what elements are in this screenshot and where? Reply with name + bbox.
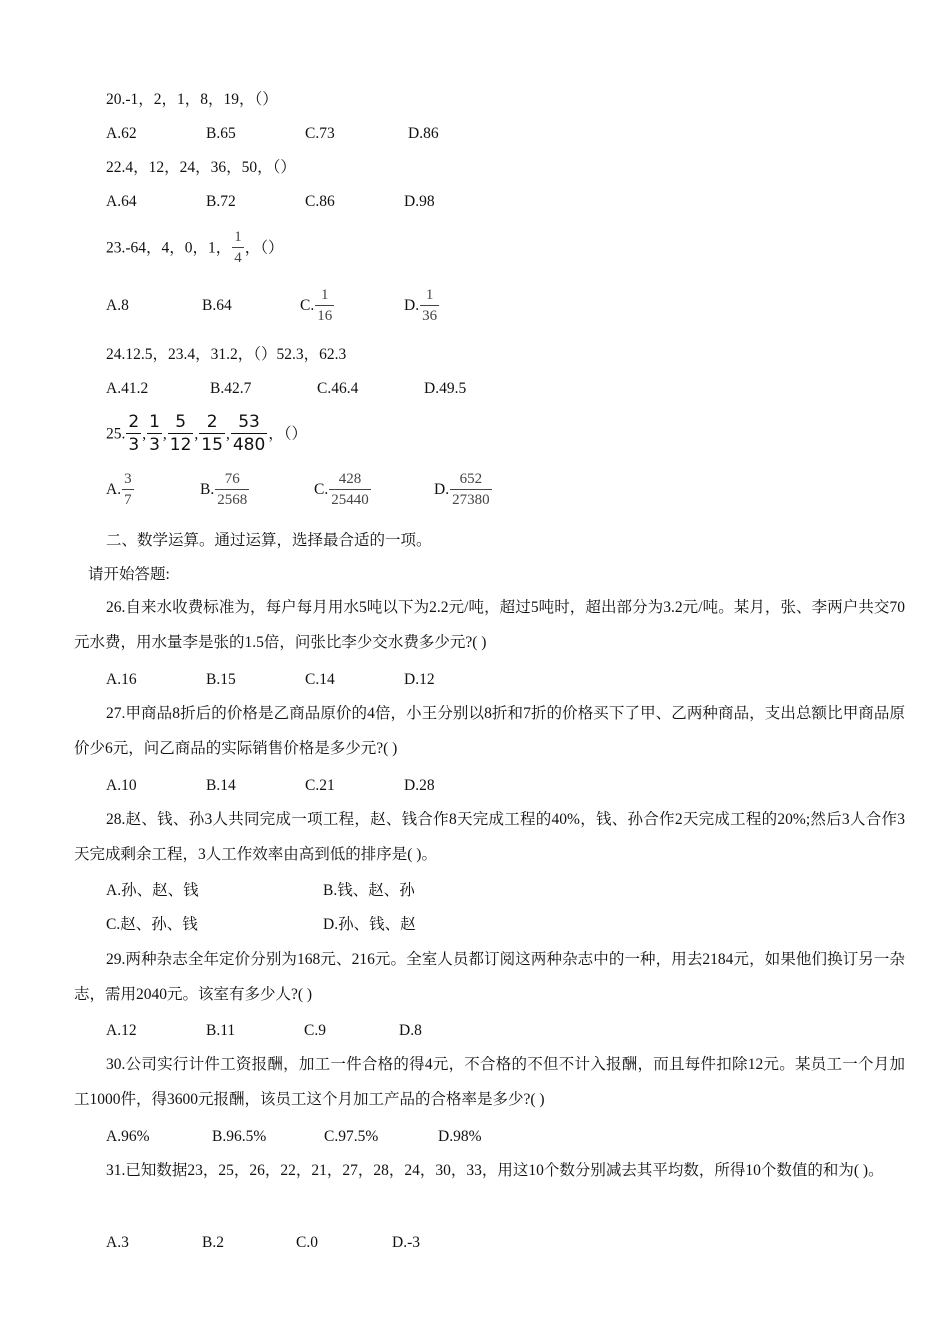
question-23-options	[106, 288, 526, 332]
fraction	[315, 288, 334, 324]
question-23-prefix: 23.-64，4，0，1，	[106, 239, 232, 257]
option-d[interactable]: D.98%	[438, 1128, 482, 1145]
question-28-options-row2	[106, 915, 526, 937]
option-b[interactable]: B.65	[206, 125, 236, 142]
question-30-options	[106, 1127, 566, 1149]
question-25-suffix: ，（）	[268, 425, 308, 443]
option-b[interactable]: B.96.5%	[212, 1128, 267, 1145]
fraction-denominator: 15	[201, 435, 223, 456]
option-d[interactable]: D.孙、钱、赵	[323, 916, 416, 933]
fraction-numerator: 428	[338, 471, 362, 487]
option-c[interactable]	[314, 472, 372, 508]
option-a[interactable]: A.8	[106, 297, 129, 314]
fraction-numerator: 1	[234, 229, 242, 246]
question-26-options	[106, 670, 526, 692]
start-prompt: 请开始答题:	[88, 566, 170, 583]
option-d-label: D.	[404, 297, 420, 314]
option-b[interactable]: B.15	[206, 671, 236, 688]
fraction-denominator: 25440	[329, 489, 371, 508]
fraction	[231, 414, 267, 454]
option-d[interactable]: D.49.5	[424, 380, 467, 397]
option-d[interactable]: D.12	[404, 671, 435, 688]
option-c-label: C.	[314, 481, 329, 498]
option-a-label: A.	[106, 481, 122, 498]
question-25-options	[106, 472, 526, 518]
fraction	[126, 414, 141, 454]
fraction-numerator: 5	[175, 412, 187, 433]
fraction	[168, 414, 194, 454]
fraction-denominator: 27380	[450, 489, 492, 508]
option-a[interactable]: A.12	[106, 1022, 137, 1039]
option-d-label: D.	[434, 481, 450, 498]
option-b[interactable]	[200, 472, 250, 508]
question-24-options	[106, 379, 526, 401]
question-20-options	[106, 124, 506, 146]
fraction	[199, 414, 225, 454]
fraction-numerator: 2	[206, 412, 218, 433]
option-d[interactable]: D.28	[404, 777, 435, 794]
fraction	[232, 230, 244, 266]
option-b[interactable]: B.2	[202, 1234, 224, 1251]
option-b[interactable]: B.42.7	[210, 380, 252, 397]
question-25-prefix: 25.	[106, 425, 126, 443]
question-23-suffix: ，（）	[244, 239, 284, 257]
fraction	[147, 414, 162, 454]
question-27-options	[106, 776, 526, 798]
option-d[interactable]: D.-3	[392, 1234, 420, 1251]
option-c[interactable]: C.97.5%	[324, 1128, 379, 1145]
option-a[interactable]: A.64	[106, 193, 137, 210]
question-22-stem: 22.4，12，24，36，50，（）	[106, 159, 296, 176]
fraction-numerator: 1	[149, 412, 160, 433]
option-d[interactable]	[434, 472, 493, 508]
question-25-stem: 25. $\frac{2}{3}$ , $\frac{1}{3}$ , $\frac{5}{12}$ , $\frac{2}{15}$ , $\frac{53}{480}$ ，（）	[106, 412, 308, 456]
option-d[interactable]	[404, 288, 440, 324]
question-26-stem: 26.自来水收费标准为，每户每月用水5吨以下为2.2元/吨，超过5吨时，超出部分为3.2元/吨。某月，张、李两户共交70元水费，用水量李是张的1.5倍，问张比李少交水费多少元?( )	[74, 599, 905, 651]
fraction	[450, 472, 492, 508]
section-title: 二、数学运算。通过运算，选择最合适的一项。	[106, 532, 432, 549]
question-28-stem: 28.赵、钱、孙3人共同完成一项工程，赵、钱合作8天完成工程的40%，钱、孙合作2天完成工程的20%;然后3人合作3天完成剩余工程，3人工作效率由高到低的排序是( )。	[74, 811, 905, 863]
question-29-options	[106, 1021, 526, 1043]
question-31-stem: 31.已知数据23，25，26，22，21，27，28，24，30，33，用这10个数分别减去其平均数，所得10个数值的和为( )。	[106, 1162, 884, 1179]
option-c[interactable]: C.14	[305, 671, 335, 688]
fraction-denominator: 480	[232, 435, 266, 456]
fraction-numerator: 1	[320, 287, 329, 303]
option-b[interactable]: B.钱、赵、孙	[323, 882, 415, 899]
fraction-numerator: 652	[459, 471, 483, 487]
option-c[interactable]: C.0	[296, 1234, 318, 1251]
option-c[interactable]: C.46.4	[317, 380, 359, 397]
option-b[interactable]: B.11	[206, 1022, 236, 1039]
option-c[interactable]: C.73	[305, 125, 335, 142]
option-b[interactable]: B.14	[206, 777, 236, 794]
option-c[interactable]: C.9	[304, 1022, 326, 1039]
question-24-stem: 24.12.5，23.4，31.2，（）52.3，62.3	[106, 346, 347, 363]
option-d[interactable]: D.98	[404, 193, 435, 210]
question-27-stem: 27.甲商品8折后的价格是乙商品原价的4倍，小王分别以8折和7折的价格买下了甲、乙两种商品，支出总额比甲商品原价少6元，问乙商品的实际销售价格是多少元?( )	[74, 705, 905, 757]
option-c[interactable]: C.86	[305, 193, 335, 210]
fraction-denominator: 4	[232, 247, 244, 266]
option-a[interactable]	[106, 472, 135, 508]
fraction-numerator: 1	[425, 287, 434, 303]
fraction	[215, 472, 249, 508]
fraction-numerator: 76	[224, 471, 240, 487]
option-a[interactable]: A.62	[106, 125, 137, 142]
option-d[interactable]: D.8	[399, 1022, 422, 1039]
fraction-denominator: 7	[122, 489, 134, 508]
fraction-denominator: 2568	[215, 489, 249, 508]
option-a[interactable]: A.3	[106, 1234, 129, 1251]
option-a[interactable]: A.10	[106, 777, 137, 794]
fraction-denominator: 16	[315, 305, 334, 324]
fraction-denominator: 3	[128, 435, 140, 456]
fraction	[122, 472, 134, 508]
fraction	[329, 472, 371, 508]
option-a[interactable]: A.41.2	[106, 380, 149, 397]
option-c[interactable]: C.赵、孙、钱	[106, 916, 198, 933]
option-a[interactable]: A.16	[106, 671, 137, 688]
option-a[interactable]: A.孙、赵、钱	[106, 882, 199, 899]
fraction	[420, 288, 439, 324]
option-a[interactable]: A.96%	[106, 1128, 150, 1145]
fraction-denominator: 36	[420, 305, 439, 324]
fraction-numerator: 53	[238, 412, 260, 433]
option-b-label: B.	[200, 481, 215, 498]
fraction-denominator: 12	[169, 435, 192, 456]
option-b[interactable]: B.64	[202, 297, 232, 314]
question-31-options	[106, 1233, 526, 1255]
option-d[interactable]: D.86	[408, 125, 439, 142]
option-c[interactable]	[300, 288, 335, 324]
question-22-options	[106, 192, 506, 214]
fraction-numerator: 3	[124, 471, 132, 487]
question-23-stem	[106, 228, 284, 268]
option-c[interactable]: C.21	[305, 777, 335, 794]
option-b[interactable]: B.72	[206, 193, 236, 210]
question-29-stem: 29.两种杂志全年定价分别为168元、216元。全室人员都订阅这两种杂志中的一种，用去2184元，如果他们换订另一杂志，需用2040元。该室有多少人?( )	[74, 951, 905, 1003]
question-28-options-row1	[106, 881, 526, 903]
option-c-label: C.	[300, 297, 315, 314]
fraction-denominator: 3	[149, 435, 160, 456]
question-20-stem: 20.-1，2，1，8，19，（）	[106, 91, 278, 108]
question-30-stem: 30.公司实行计件工资报酬，加工一件合格的得4元，不合格的不但不计入报酬，而且每件扣除12元。某员工一个月加工1000件，得3600元报酬，该员工这个月加工产品的合格率是多少?( )	[74, 1056, 905, 1108]
fraction-numerator: 2	[128, 412, 140, 433]
